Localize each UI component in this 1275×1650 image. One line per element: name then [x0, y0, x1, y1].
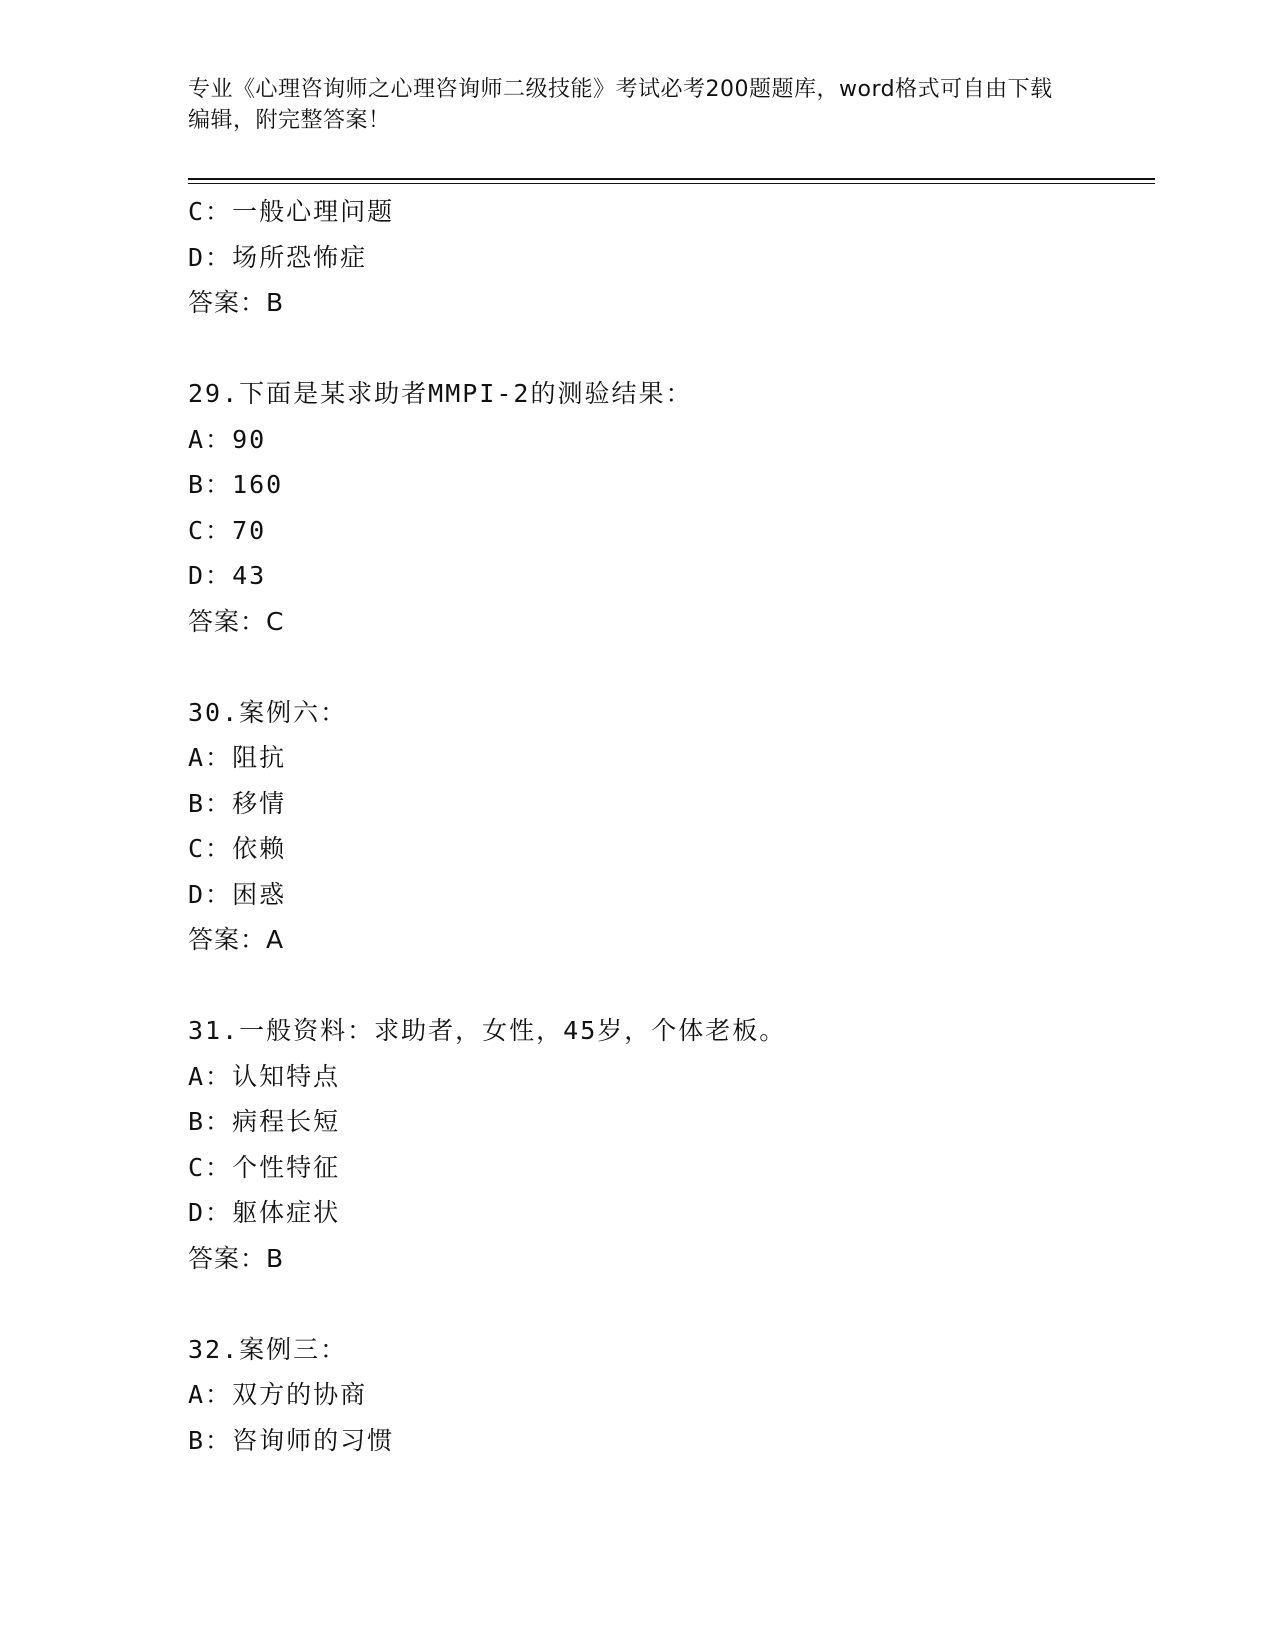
option-text: 移情	[232, 788, 287, 818]
question-stem: 30.案例六：	[188, 697, 348, 727]
spacer	[188, 326, 1155, 372]
spacer	[188, 644, 1155, 690]
option-line	[188, 1099, 1155, 1145]
option-text: 90	[232, 424, 267, 454]
option-line	[188, 417, 1155, 463]
option-line	[188, 1145, 1155, 1191]
option-text: 双方的协商	[232, 1380, 368, 1409]
option-label: D：	[188, 879, 233, 909]
option-text: 困惑	[232, 879, 287, 909]
option-text: 70	[232, 515, 267, 545]
option-text: 躯体症状	[232, 1198, 341, 1227]
question-list	[188, 189, 1155, 1463]
option-label: B：	[188, 1425, 233, 1455]
option-text: 一般心理问题	[232, 197, 395, 226]
option-label: D：	[188, 1198, 233, 1227]
option-line	[188, 235, 1155, 281]
answer-line: 答案：C	[188, 606, 285, 636]
option-line	[188, 189, 1155, 235]
option-label: D：	[188, 242, 233, 272]
option-text: 个性特征	[232, 1152, 341, 1182]
option-label: A：	[188, 1061, 233, 1091]
spacer	[188, 963, 1155, 1009]
option-label: C：	[188, 1152, 233, 1182]
option-label: C：	[188, 834, 233, 863]
option-line	[188, 826, 1155, 872]
option-line	[188, 1190, 1155, 1236]
question-stem: 32.案例三：	[188, 1334, 348, 1364]
question-stem: 31.一般资料：求助者，女性，45岁，个体老板。	[188, 1016, 787, 1045]
option-text: 阻抗	[232, 743, 287, 772]
answer-line: 答案：B	[188, 288, 285, 317]
option-text: 场所恐怖症	[232, 242, 368, 272]
option-line	[188, 462, 1155, 508]
document-header	[188, 74, 1068, 136]
option-text: 咨询师的习惯	[232, 1425, 395, 1455]
option-line	[188, 781, 1155, 827]
header-title: 专业《心理咨询师之心理咨询师二级技能》考试必考200题题库，word格式可自由下载编辑，附完整答案！	[188, 77, 1053, 133]
option-line	[188, 1372, 1155, 1418]
header-rule-thin	[188, 183, 1155, 184]
option-text: 认知特点	[232, 1061, 341, 1091]
header-rule-thick	[188, 178, 1155, 180]
option-line	[188, 872, 1155, 918]
option-label: B：	[188, 788, 233, 818]
option-line	[188, 1054, 1155, 1100]
spacer	[188, 1281, 1155, 1327]
answer-line: 答案：A	[188, 925, 285, 954]
option-line	[188, 735, 1155, 781]
option-text: 160	[232, 470, 284, 499]
option-label: B：	[188, 1107, 233, 1136]
option-label: B：	[188, 470, 233, 499]
option-label: A：	[188, 1380, 233, 1409]
answer-line: 答案：B	[188, 1243, 285, 1273]
option-label: D：	[188, 561, 233, 590]
question-stem: 29.下面是某求助者MMPI-2的测验结果：	[188, 379, 693, 408]
option-line	[188, 1418, 1155, 1464]
option-text: 依赖	[232, 834, 287, 863]
option-line	[188, 553, 1155, 599]
option-label: A：	[188, 743, 233, 772]
option-label: C：	[188, 515, 233, 545]
option-line	[188, 508, 1155, 554]
option-text: 43	[232, 561, 267, 590]
option-label: A：	[188, 424, 233, 454]
option-text: 病程长短	[232, 1107, 341, 1136]
option-label: C：	[188, 197, 233, 226]
